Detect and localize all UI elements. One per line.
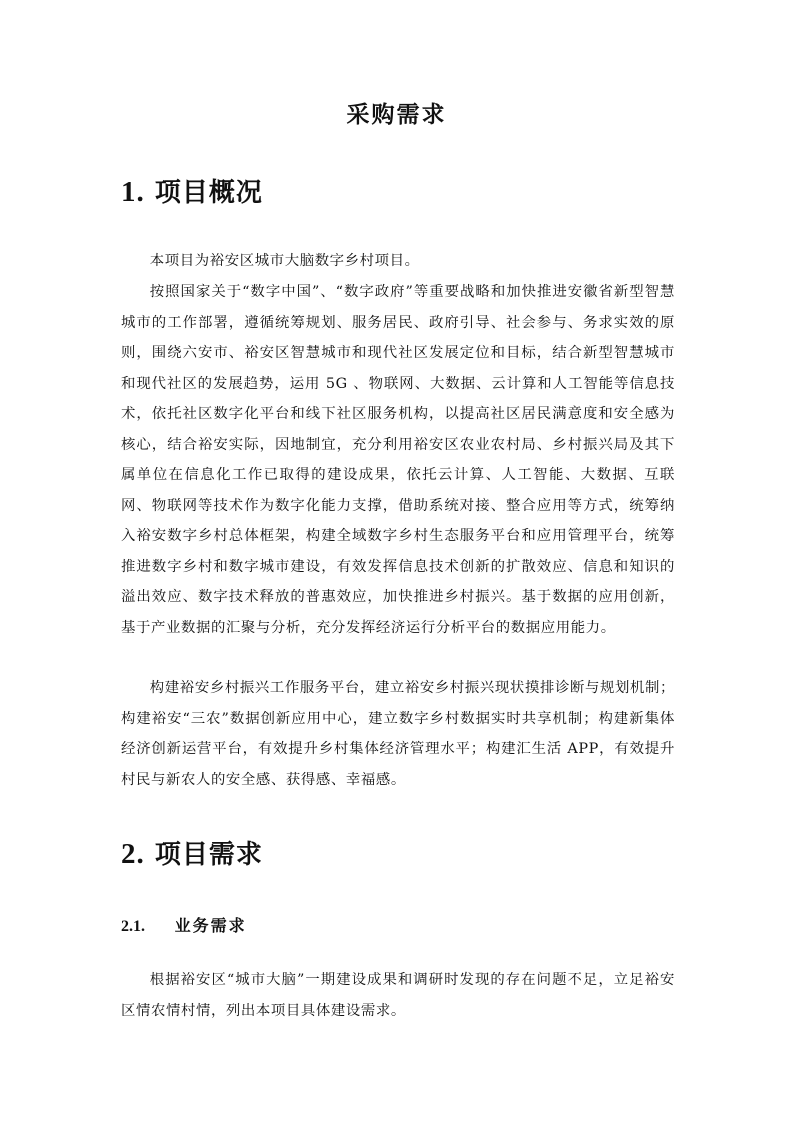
section-1-paragraph-1: 本项目为裕安区城市大脑数字乡村项目。 xyxy=(149,253,420,269)
document-title: 采购需求 xyxy=(346,102,447,128)
section-1-heading xyxy=(121,172,263,209)
section-2-title: 项目需求 xyxy=(154,840,263,870)
section-2-number: 2. xyxy=(121,838,145,870)
section-1-number: 1. xyxy=(121,176,145,208)
subsection-2-1-number: 2.1. xyxy=(121,918,145,935)
subsection-2-1-title: 业务需求 xyxy=(174,916,247,935)
section-1-paragraph-2: 按照国家关于“数字中国”、“数字政府”等重要战略和加快推进安徽省新型智慧城市的工作部署，遵循统筹规划、服务居民、政府引导、社会参与、务求实效的原则，围绕六安市、裕安区智慧城市和现代社区发展定位和目标，结合新型智慧城市和现代社区的发展趋势，运用 5G 、物联网、大数据、云计算和人工智能等信息技术，依托社区数字化平台和线下社区服务机构，以提高社区居民满意度和安全感为核心，结合裕安实际，因地制宜，充分利用裕安区农业农村局、乡村振兴局及其下属单位在信息化工作已取得的建设成果，依托云计算、人工智能、大数据、互联网、物联网等技术作为数字化能力支撑，借助系统对接、整合应用等方式，统筹纳入裕安数字乡村总体框架，构建全域数字乡村生态服务平台和应用管理平台，统筹推进数字乡村和数字城市建设，有效发挥信息技术创新的扩散效应、信息和知识的溢出效应、数字技术释放的普惠效应，加快推进乡村振兴。基于数据的应用创新，基于产业数据的汇聚与分析，充分发挥经济运行分析平台的数据应用能力。 xyxy=(121,284,675,636)
subsection-2-1-heading xyxy=(121,913,247,936)
section-1-title: 项目概况 xyxy=(154,178,263,208)
section-1-paragraph-3: 构建裕安乡村振兴工作服务平台，建立裕安乡村振兴现状摸排诊断与规划机制；构建裕安“三农”数据创新应用中心，建立数字乡村数据实时共享机制；构建新集体经济创新运营平台，有效提升乡村集体经济管理水平；构建汇生活 APP，有效提升村民与新农人的安全感、获得感、幸福感。 xyxy=(121,680,675,788)
section-2-heading xyxy=(121,834,263,871)
subsection-2-1-paragraph-1: 根据裕安区“城市大脑”一期建设成果和调研时发现的存在问题不足，立足裕安区情农情村情，列出本项目具体建设需求。 xyxy=(121,972,675,1019)
